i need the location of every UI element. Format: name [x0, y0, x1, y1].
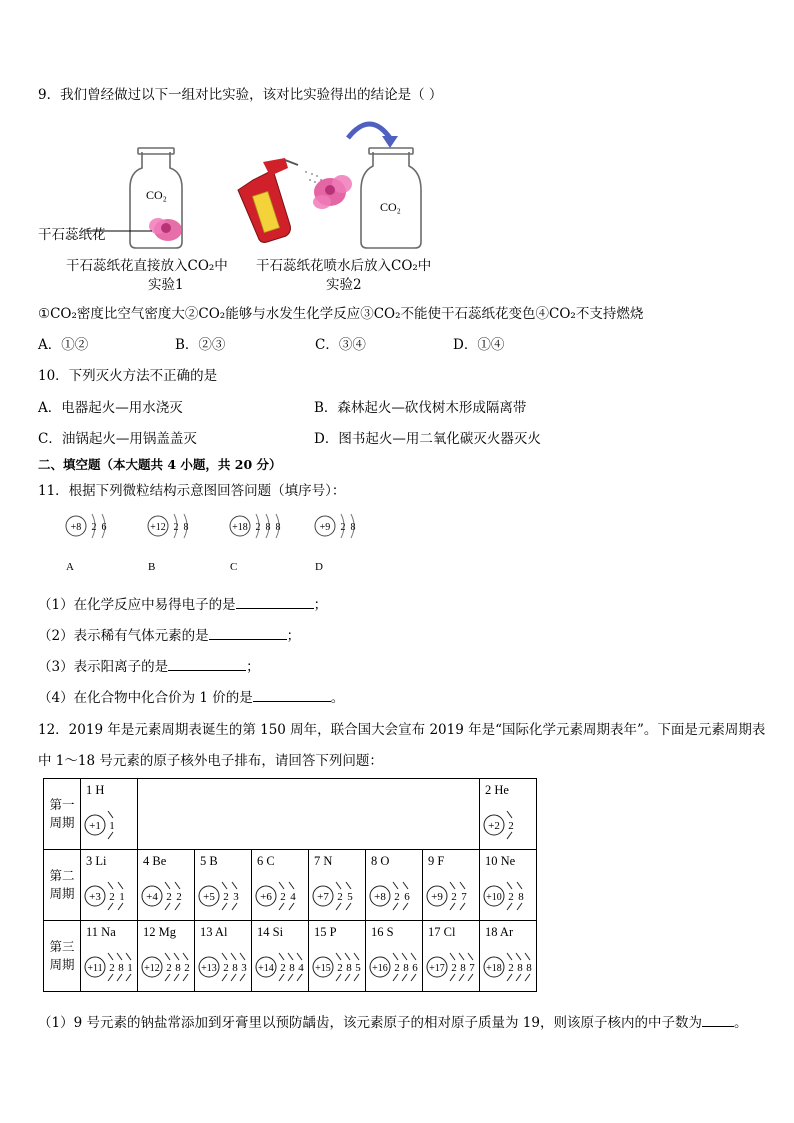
- shell-arc-top: [468, 953, 473, 960]
- atom-structure-diagram: [138, 850, 194, 920]
- shell-electron-count: 6: [412, 962, 418, 974]
- atom-structure-diagram: [195, 850, 251, 920]
- element-header: 4 Be: [143, 854, 167, 868]
- q10-option-c[interactable]: C．油锅起火—用锅盖盖灭: [38, 431, 197, 447]
- shell-electron-count: 2: [166, 891, 172, 903]
- exp-2-label: 实验2: [326, 277, 362, 293]
- shell-arc-top: [288, 953, 293, 960]
- shell-electron-count: 3: [233, 891, 239, 903]
- element-header: 15 P: [314, 925, 337, 939]
- section-2-heading: 二、填空题（本大题共 4 小题，共 20 分）: [38, 457, 282, 472]
- shell-arc-top: [346, 882, 351, 889]
- q11-stem: 11．根据下列微粒结构示意图回答问题（填序号）：: [38, 483, 346, 499]
- atom-structure-diagram: [366, 921, 422, 991]
- shell-arc-top: [525, 953, 530, 960]
- element-cell: [309, 921, 366, 992]
- element-cell: [252, 850, 309, 921]
- element-cell: [195, 921, 252, 992]
- shell-electron-count: 8: [232, 962, 238, 974]
- shell-arc-top: [279, 882, 284, 889]
- shell-electron-count: 2: [173, 522, 179, 533]
- shell-arc-bottom: [507, 832, 512, 839]
- q11-sub-2-text: （2）表示稀有气体元素的是: [38, 628, 209, 644]
- shell-arc-top: [354, 953, 359, 960]
- element-header: 6 C: [257, 854, 275, 868]
- shell-electron-count: 1: [109, 820, 115, 832]
- shell-arc-top: [108, 882, 113, 889]
- nucleus-charge: +11: [87, 963, 103, 974]
- nucleus-charge: +9: [431, 891, 443, 903]
- shell-arc-bottom: [118, 903, 123, 910]
- sprayer-icon: [238, 158, 322, 242]
- shell-electron-count: 2: [508, 820, 514, 832]
- atom-structure-diagram: [309, 921, 365, 991]
- q11-sub-2-end: ；: [286, 628, 301, 644]
- shell-electron-count: 5: [347, 891, 353, 903]
- shell-arc-bottom: [402, 974, 407, 981]
- element-cell: [480, 921, 537, 992]
- shell-electron-count: 2: [166, 962, 172, 974]
- shell-arc-bottom: [126, 974, 131, 981]
- bottle-1-label: CO₂: [146, 188, 167, 202]
- shell-arc-bottom: [108, 974, 113, 981]
- shell-arc-bottom: [183, 974, 188, 981]
- shell-arc-top: [240, 953, 245, 960]
- q11-sub-3: [38, 655, 260, 675]
- atom-structure-diagram: [480, 850, 536, 920]
- shell-electron-count: 2: [337, 962, 343, 974]
- shell-electron-count: 8: [175, 962, 181, 974]
- element-cell: [366, 850, 423, 921]
- atom-structure-diagram: [480, 921, 536, 991]
- element-cell: [81, 779, 138, 850]
- element-cell: [138, 921, 195, 992]
- shell-arc-top: [450, 953, 455, 960]
- shell-arc-top: [336, 953, 341, 960]
- atom-structure-diagram: [81, 779, 137, 849]
- element-cell: [81, 850, 138, 921]
- shell-arc-bottom: [403, 903, 408, 910]
- element-header: 18 Ar: [485, 925, 514, 939]
- shell-electron-count: 2: [394, 891, 400, 903]
- particle-label: B: [148, 561, 156, 573]
- shell-electron-count: 6: [404, 891, 410, 903]
- shell-electron-count: 1: [127, 962, 133, 974]
- shell-arc-bottom: [297, 974, 302, 981]
- q12-blank-1[interactable]: [702, 1014, 734, 1027]
- shell-arc-top: [345, 953, 350, 960]
- nucleus-charge: +8: [70, 522, 82, 533]
- q12-line-1: 12．2019 年是元素周期表诞生的第 150 周年，联合国大会宣布 2019 年是“国际化学元素周期表年”。下面是元素周期表: [38, 722, 766, 738]
- q11-blank-1[interactable]: [236, 596, 314, 609]
- shell-arc-bottom: [459, 974, 464, 981]
- element-header: 3 Li: [86, 854, 107, 868]
- shell-electron-count: 8: [526, 962, 532, 974]
- nucleus-charge: +7: [317, 891, 329, 903]
- element-header: 12 Mg: [143, 925, 176, 939]
- shell-arc-bottom: [165, 903, 170, 910]
- shell-electron-count: 2: [255, 522, 261, 533]
- element-header: 9 F: [428, 854, 445, 868]
- shell-electron-count: 2: [451, 962, 457, 974]
- shell-arc-top: [336, 882, 341, 889]
- q9-option-a[interactable]: A．①②: [38, 337, 89, 353]
- q11-sub-4-end: 。: [330, 690, 345, 706]
- shell-arc-bottom: [450, 974, 455, 981]
- shell-arc-bottom: [411, 974, 416, 981]
- nucleus-charge: +8: [374, 891, 386, 903]
- q12-sub-1-end: 。: [733, 1015, 748, 1031]
- shell-arc-top: [507, 953, 512, 960]
- shell-arc-bottom: [346, 903, 351, 910]
- periodic-table: [43, 778, 537, 992]
- atom-structure-diagram: [252, 921, 308, 991]
- shell-arc-bottom: [279, 903, 284, 910]
- nucleus-charge: +13: [201, 963, 217, 974]
- atom-structure-diagram: [81, 850, 137, 920]
- q11-sub-4-text: （4）在化合物中化合价为 1 价的是: [38, 690, 253, 706]
- shell-electron-count: 1: [119, 891, 125, 903]
- shell-electron-count: 2: [337, 891, 343, 903]
- caption-1: 干石蕊纸花直接放入CO₂中: [66, 258, 228, 274]
- period-1-label: 第一 周期: [44, 779, 81, 850]
- element-header: 8 O: [371, 854, 390, 868]
- shell-electron-count: 2: [451, 891, 457, 903]
- period-2-label: 第二 周期: [44, 850, 81, 921]
- shell-electron-count: 8: [346, 962, 352, 974]
- shell-arc-top: [279, 953, 284, 960]
- shell-arc-bottom: [117, 974, 122, 981]
- shell-electron-count: 4: [290, 891, 296, 903]
- shell-electron-count: 7: [461, 891, 467, 903]
- q12-sub-1: [38, 1011, 747, 1031]
- element-cell: [81, 921, 138, 992]
- q11-sub-2: [38, 624, 300, 644]
- period-3-label: 第三 周期: [44, 921, 81, 992]
- shell-electron-count: 2: [280, 962, 286, 974]
- atom-structure-diagram: [81, 921, 137, 991]
- element-cell: [195, 850, 252, 921]
- nucleus-charge: +1: [89, 820, 101, 832]
- shell-electron-count: 8: [118, 962, 124, 974]
- q9-option-b[interactable]: B．②③: [175, 337, 226, 353]
- shell-arc-bottom: [108, 903, 113, 910]
- q12-line-2: 中 1～18 号元素的原子核外电子排布，请回答下列问题：: [38, 753, 383, 769]
- shell-electron-count: 2: [223, 891, 229, 903]
- flower-2-icon: [313, 175, 352, 209]
- shell-electron-count: 2: [109, 962, 115, 974]
- q10-option-d[interactable]: D．图书起火—用二氧化碳灭火器灭火: [314, 431, 541, 447]
- nucleus-charge: +10: [486, 892, 502, 903]
- element-header: 16 S: [371, 925, 394, 939]
- q12-sub-1-text: （1）9 号元素的钠盐常添加到牙膏里以预防龋齿，该元素原子的相对原子质量为 19，则该原子核内的中子数为: [38, 1015, 702, 1031]
- shell-electron-count: 2: [91, 522, 97, 533]
- nucleus-charge: +16: [372, 963, 388, 974]
- shell-electron-count: 2: [109, 891, 115, 903]
- nucleus-charge: +4: [146, 891, 158, 903]
- element-cell: [138, 850, 195, 921]
- atom-structure-diagram: [195, 921, 251, 991]
- nucleus-charge: +18: [232, 522, 248, 533]
- shell-electron-count: 8: [350, 522, 356, 533]
- atom-structure-diagram: [309, 850, 365, 920]
- element-cell: [309, 850, 366, 921]
- shell-arc-top: [165, 953, 170, 960]
- nucleus-charge: +12: [150, 522, 166, 533]
- q9-option-c[interactable]: C．③④: [315, 337, 366, 353]
- flower-label: 干石蕊纸花: [38, 227, 106, 243]
- shell-arc-bottom: [525, 974, 530, 981]
- bottle-2: [361, 148, 421, 248]
- shell-electron-count: 2: [340, 522, 346, 533]
- shell-electron-count: 5: [355, 962, 361, 974]
- shell-arc-top: [232, 882, 237, 889]
- shell-electron-count: 2: [223, 962, 229, 974]
- element-header: 2 He: [485, 783, 509, 797]
- shell-arc-top: [507, 811, 512, 818]
- shell-arc-bottom: [165, 974, 170, 981]
- shell-electron-count: 8: [460, 962, 466, 974]
- shell-electron-count: 2: [176, 891, 182, 903]
- nucleus-charge: +18: [486, 963, 502, 974]
- caption-2: 干石蕊纸花喷水后放入CO₂中: [256, 258, 432, 274]
- bottle-2-label: CO₂: [380, 200, 401, 214]
- q11-sub-1-end: ；: [313, 597, 328, 613]
- atom-structure-diagram: [366, 850, 422, 920]
- shell-arc-top: [403, 882, 408, 889]
- shell-arc-bottom: [345, 974, 350, 981]
- element-cell: [480, 779, 537, 850]
- nucleus-charge: +6: [260, 891, 272, 903]
- shell-arc-bottom: [393, 903, 398, 910]
- q11-sub-1-text: （1）在化学反应中易得电子的是: [38, 597, 236, 613]
- shell-arc-top: [402, 953, 407, 960]
- shell-electron-count: 2: [184, 962, 190, 974]
- shell-arc-bottom: [516, 974, 521, 981]
- shell-arc-top: [175, 882, 180, 889]
- nucleus-charge: +12: [144, 963, 160, 974]
- element-header: 17 Cl: [428, 925, 456, 939]
- q9-statements: ①CO₂密度比空气密度大②CO₂能够与水发生化学反应③CO₂不能使干石蕊纸花变色④CO₂不支持燃烧: [38, 306, 644, 322]
- shell-electron-count: 8: [403, 962, 409, 974]
- shell-arc-bottom: [336, 974, 341, 981]
- element-header: 5 B: [200, 854, 218, 868]
- q11-blank-2[interactable]: [209, 627, 287, 640]
- element-cell: [480, 850, 537, 921]
- shell-electron-count: 8: [289, 962, 295, 974]
- shell-arc-top: [108, 953, 113, 960]
- shell-electron-count: 3: [241, 962, 247, 974]
- nucleus-charge: +14: [258, 963, 274, 974]
- shell-arc-bottom: [354, 974, 359, 981]
- particle-label: D: [315, 561, 323, 573]
- element-cell: [423, 850, 480, 921]
- element-cell: [366, 921, 423, 992]
- shell-electron-count: 2: [508, 891, 514, 903]
- shell-electron-count: 2: [508, 962, 514, 974]
- shell-arc-bottom: [460, 903, 465, 910]
- shell-arc-top: [393, 953, 398, 960]
- shell-arc-top: [108, 811, 113, 818]
- shell-arc-top: [118, 882, 123, 889]
- shell-arc-bottom: [240, 974, 245, 981]
- atom-structure-diagram: [138, 921, 194, 991]
- q11-blank-3[interactable]: [168, 658, 246, 671]
- shell-electron-count: 7: [469, 962, 475, 974]
- shell-arc-top: [174, 953, 179, 960]
- nucleus-charge: +3: [89, 891, 101, 903]
- nucleus-charge: +15: [315, 963, 331, 974]
- q11-sub-3-text: （3）表示阳离子的是: [38, 659, 169, 675]
- shell-arc-top: [289, 882, 294, 889]
- shell-electron-count: 6: [101, 522, 107, 533]
- shell-arc-top: [460, 882, 465, 889]
- shell-electron-count: 2: [280, 891, 286, 903]
- particle-label: C: [230, 561, 238, 573]
- shell-arc-bottom: [289, 903, 294, 910]
- shell-arc-bottom: [232, 903, 237, 910]
- shell-electron-count: 8: [517, 962, 523, 974]
- shell-arc-top: [231, 953, 236, 960]
- element-header: 11 Na: [86, 925, 116, 939]
- shell-electron-count: 8: [265, 522, 271, 533]
- nucleus-charge: +5: [203, 891, 215, 903]
- shell-arc-bottom: [222, 974, 227, 981]
- particle-label: A: [66, 561, 74, 573]
- shell-arc-top: [517, 882, 522, 889]
- shell-arc-top: [117, 953, 122, 960]
- shell-arc-bottom: [231, 974, 236, 981]
- shell-arc-bottom: [108, 832, 113, 839]
- element-header: 10 Ne: [485, 854, 516, 868]
- shell-arc-bottom: [222, 903, 227, 910]
- q10-stem: 10．下列灭火方法不正确的是: [38, 368, 218, 384]
- q10-option-a[interactable]: A．电器起火—用水浇灭: [38, 400, 183, 416]
- shell-electron-count: 2: [394, 962, 400, 974]
- element-header: 7 N: [314, 854, 333, 868]
- shell-arc-top: [393, 882, 398, 889]
- atom-structure-diagram: [252, 850, 308, 920]
- shell-arc-top: [507, 882, 512, 889]
- shell-electron-count: 8: [275, 522, 281, 533]
- shell-arc-top: [450, 882, 455, 889]
- shell-arc-bottom: [393, 974, 398, 981]
- element-header: 1 H: [86, 783, 105, 797]
- nucleus-charge: +9: [319, 522, 331, 533]
- shell-arc-bottom: [507, 903, 512, 910]
- q10-option-b[interactable]: B．森林起火—砍伐树木形成隔离带: [314, 400, 527, 416]
- shell-arc-bottom: [174, 974, 179, 981]
- shell-arc-bottom: [517, 903, 522, 910]
- shell-arc-bottom: [507, 974, 512, 981]
- atom-structure-diagram: [480, 779, 536, 849]
- q11-sub-4: [38, 686, 344, 706]
- shell-arc-bottom: [468, 974, 473, 981]
- shell-arc-top: [165, 882, 170, 889]
- q11-blank-4[interactable]: [253, 689, 331, 702]
- shell-arc-top: [516, 953, 521, 960]
- shell-arc-bottom: [175, 903, 180, 910]
- q11-sub-1: [38, 593, 327, 613]
- element-header: 13 Al: [200, 925, 228, 939]
- exp-1-label: 实验1: [148, 277, 184, 293]
- shell-arc-top: [459, 953, 464, 960]
- shell-arc-top: [297, 953, 302, 960]
- atom-structure-diagram: [423, 850, 479, 920]
- element-header: 14 Si: [257, 925, 284, 939]
- nucleus-charge: +17: [429, 963, 445, 974]
- shell-electron-count: 4: [298, 962, 304, 974]
- q9-option-d[interactable]: D．①④: [453, 337, 505, 353]
- q11-sub-3-end: ；: [246, 659, 260, 675]
- shell-arc-bottom: [279, 974, 284, 981]
- nucleus-charge: +2: [488, 820, 500, 832]
- shell-electron-count: 8: [183, 522, 189, 533]
- shell-arc-bottom: [336, 903, 341, 910]
- shell-electron-count: 8: [518, 891, 524, 903]
- element-cell: [423, 921, 480, 992]
- shell-arc-top: [222, 882, 227, 889]
- q9-stem: 9．我们曾经做过以下一组对比实验，该对比实验得出的结论是（ ）: [38, 87, 443, 103]
- shell-arc-bottom: [450, 903, 455, 910]
- element-cell: [252, 921, 309, 992]
- q11-particle-diagrams: [50, 508, 380, 578]
- shell-arc-top: [411, 953, 416, 960]
- table-gap: [138, 779, 480, 850]
- move-arrow-icon: [348, 124, 390, 138]
- shell-arc-top: [183, 953, 188, 960]
- shell-arc-top: [222, 953, 227, 960]
- shell-arc-top: [126, 953, 131, 960]
- atom-structure-diagram: [423, 921, 479, 991]
- shell-arc-bottom: [288, 974, 293, 981]
